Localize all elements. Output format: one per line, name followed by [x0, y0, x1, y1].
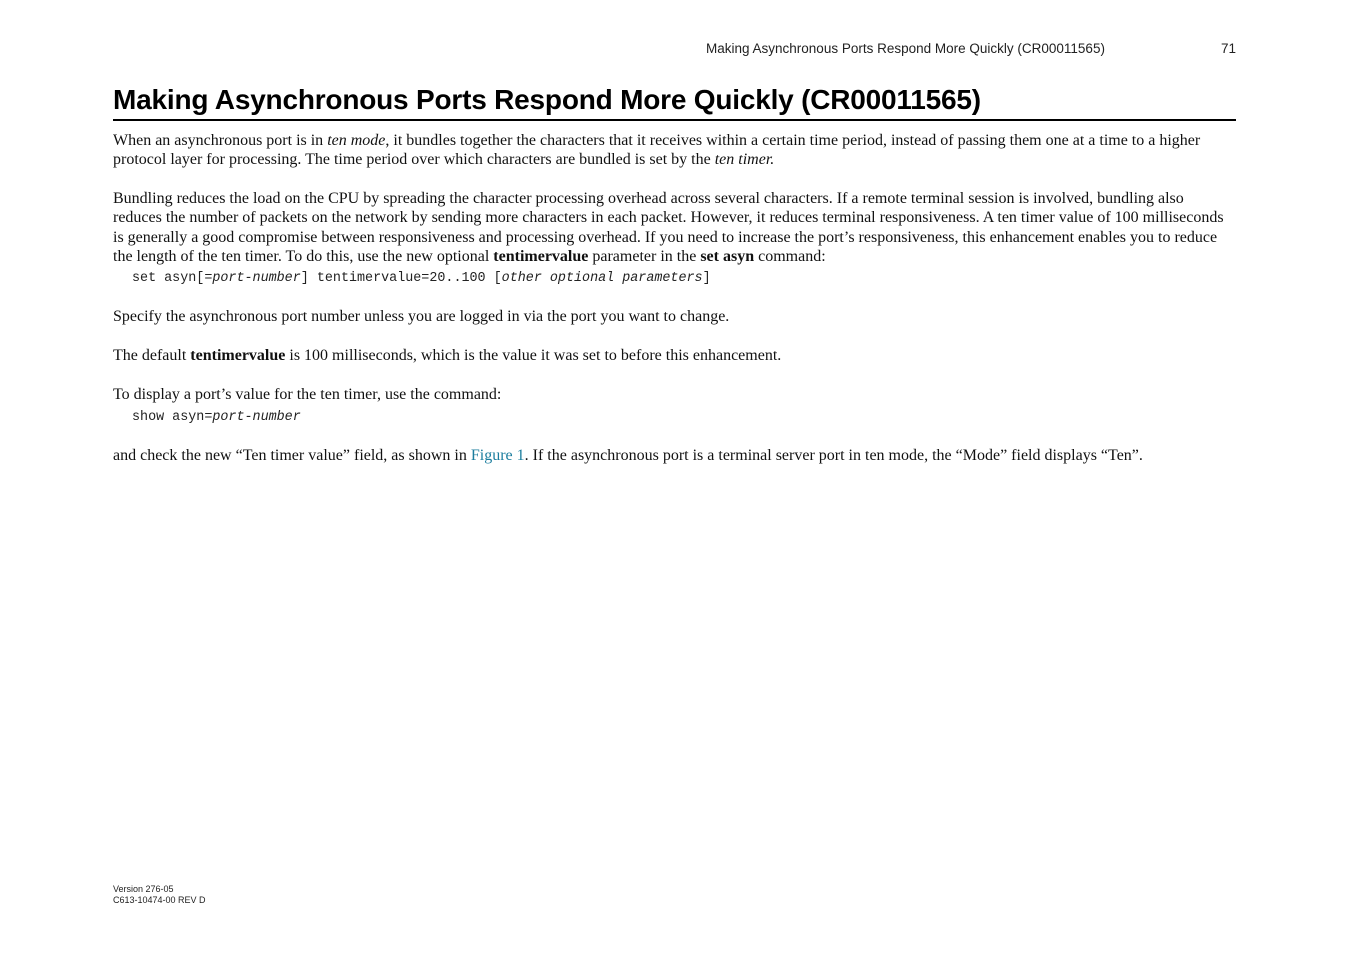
- emphasis-ten-mode: ten mode: [327, 132, 386, 149]
- footer-version: Version 276-05: [113, 884, 174, 894]
- paragraph-bundling: [113, 189, 1236, 267]
- page-number: 71: [1220, 41, 1236, 56]
- page-title: Making Asynchronous Ports Respond More Quickly (CR00011565): [113, 84, 1236, 121]
- running-header-title: Making Asynchronous Ports Respond More Quickly (CR00011565): [706, 41, 1105, 56]
- paragraph-display-command: To display a port’s value for the ten timer, use the command:: [113, 386, 502, 404]
- text-run: is 100 milliseconds, which is the value it was set to before this enhancement.: [285, 346, 782, 364]
- code-placeholder-port-number: port-number: [212, 409, 301, 425]
- code-run: ]: [702, 271, 711, 287]
- code-show-asyn: [132, 409, 1236, 427]
- text-run: The default: [113, 346, 191, 364]
- text-run: command:: [754, 248, 826, 266]
- paragraph-ten-mode: [113, 131, 1236, 170]
- paragraph-check-field: [113, 446, 1236, 465]
- main-content: [113, 84, 1236, 465]
- figure-1-link[interactable]: Figure 1: [470, 446, 525, 464]
- footer-doc-id: C613-10474-00 REV D: [113, 895, 206, 905]
- paragraph-specify-port: Specify the asynchronous port number unless you are logged in via the port you want to change.: [113, 308, 730, 326]
- code-run: ] tentimervalue=20..100 [: [300, 271, 502, 287]
- text-run: , it bundles together the characters that it receives within a certain time period, instead of passing them one at a time to a higher protocol layer for processing. The time period over which characters are bundled is set by the: [113, 132, 1201, 169]
- bold-set-asyn: set asyn: [700, 248, 755, 266]
- page-footer: [113, 884, 206, 906]
- emphasis-ten-timer: ten timer.: [714, 151, 775, 169]
- text-run: . If the asynchronous port is a terminal server port in ten mode, the “Mode” field displays “Ten”.: [524, 446, 1143, 464]
- code-placeholder-other-parameters: other optional parameters: [501, 271, 703, 287]
- text-run: When an asynchronous port is in: [113, 132, 328, 149]
- text-run: parameter in the: [588, 248, 701, 266]
- code-set-asyn: [132, 270, 1236, 288]
- text-run: Bundling reduces the load on the CPU by spreading the character processing overhead across several characters. If a remote terminal session is involved, bundling also reduces the number of packets on the network by sending more characters in each packet. However, it reduces terminal responsiveness. A ten timer value of 100 milliseconds is generally a good compromise between responsiveness and processing overhead. If you need to increase the port’s responsiveness, this enhancement enables you to reduce the length of the ten timer. To do this, use the new optional: [113, 189, 1224, 266]
- running-header: [706, 41, 1236, 61]
- paragraph-default-value: [113, 346, 1236, 365]
- code-run: set asyn[=: [132, 271, 213, 287]
- bold-tentimervalue: tentimervalue: [493, 248, 589, 266]
- code-run: show asyn=: [132, 409, 213, 425]
- text-run: and check the new “Ten timer value” field, as shown in: [113, 446, 471, 464]
- bold-tentimervalue: tentimervalue: [190, 346, 286, 364]
- code-placeholder-port-number: port-number: [212, 271, 301, 287]
